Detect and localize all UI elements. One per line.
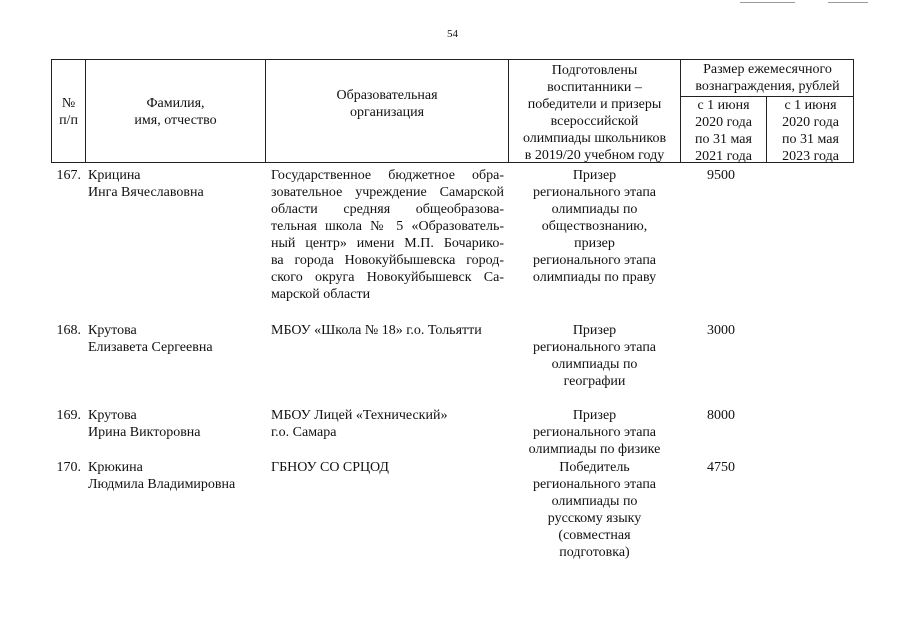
person-name: Крутова Ирина Викторовна	[88, 408, 201, 440]
row-number: 167.	[56, 168, 81, 183]
olympiad-result: Победитель регионального этапа олимпиады по русскому языку (совместная подготовка)	[532, 460, 657, 560]
organization: МБОУ Лицей «Технический» г.о. Самара	[271, 408, 448, 440]
reward-amount: 9500	[707, 168, 735, 183]
olympiad-result: Призер регионального этапа олимпиады по обществознанию, призер регионального этапа олимпиады по праву	[532, 168, 657, 285]
header-period-2021: с 1 июня 2020 года по 31 мая 2021 года	[695, 98, 752, 164]
reward-amount: 8000	[707, 408, 735, 423]
row-number: 169.	[56, 408, 81, 423]
scan-mark	[828, 2, 868, 3]
header-name: Фамилия, имя, отчество	[134, 96, 217, 128]
header-period-2023: с 1 июня 2020 года по 31 мая 2023 года	[782, 98, 839, 164]
reward-amount: 4750	[707, 460, 735, 475]
table-header	[51, 59, 854, 163]
header-reward: Размер ежемесячного вознаграждения, рублей	[695, 62, 840, 94]
organization: ГБНОУ СО СРЦОД	[271, 460, 389, 475]
olympiad-result: Призер регионального этапа олимпиады по физике	[528, 408, 661, 457]
person-name: Крутова Елизавета Сергеевна	[88, 323, 213, 355]
person-name: Крюкина Людмила Владимировна	[88, 460, 236, 492]
scan-mark	[740, 2, 795, 3]
reward-amount: 3000	[707, 323, 735, 338]
row-number: 170.	[56, 460, 81, 475]
olympiad-result: Призер регионального этапа олимпиады по географии	[532, 323, 657, 389]
organization: МБОУ «Школа № 18» г.о. Тольятти	[271, 323, 482, 338]
row-number: 168.	[56, 323, 81, 338]
organization: Государственное бюджетное обра- зовательное учреждение Самарской области средняя общеобразова- тельная школа № 5 «Образователь- ный центр» имени М.П. Бочарико- ва города Новокуйбышевска город- ского округа Новокуйбышевск Са- марской области	[271, 168, 504, 302]
header-organization: Образовательная организация	[336, 88, 438, 120]
header-prepared: Подготовлены воспитанники – победители и призеры всероссийской олимпиады школьников в 2019/20 учебном году	[522, 63, 667, 163]
header-num: № п/п	[59, 96, 78, 128]
person-name: Крицина Инга Вячеславовна	[88, 168, 204, 200]
page-number: 54	[447, 28, 458, 40]
